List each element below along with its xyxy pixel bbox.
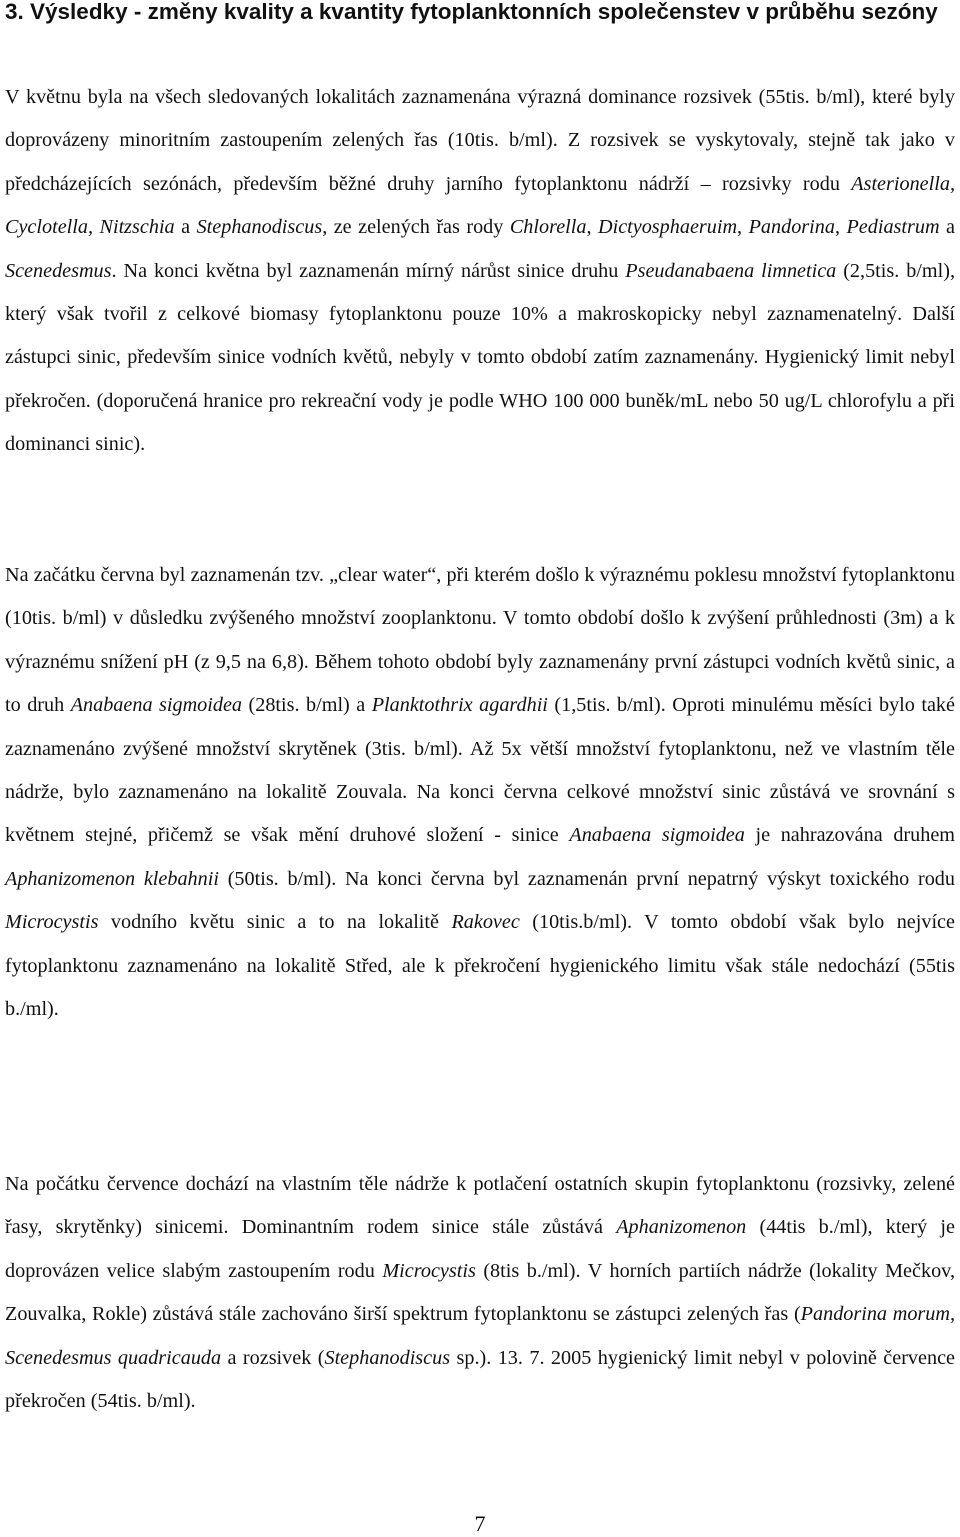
section-title: 3. Výsledky - změny kvality a kvantity fytoplanktonních společenstev v průběhu sezóny <box>5 0 938 24</box>
text-run: V květnu byla na všech sledovaných lokalitách zaznamenána výrazná dominance rozsivek (55tis. b/ml), které byly doprovázeny minoritním zastoupením zelených řas (10tis. b/ml). Z rozsivek se vyskytovaly, stejně tak jako v předcházejících sezónách, především běžné druhy jarního fytoplanktonu nádrží – rozsivky rodu <box>5 86 955 195</box>
italic-term: Planktothrix agardhii <box>371 694 548 717</box>
text-run: a <box>174 216 197 239</box>
italic-term: Stephanodiscus <box>324 1346 451 1369</box>
italic-term: Asterionella, Cyclotella, Nitzschia <box>5 172 955 239</box>
italic-term: Rakovec <box>451 911 520 934</box>
paragraph-july <box>5 1163 955 1423</box>
italic-term: Chlorella <box>509 216 587 239</box>
text-run: a <box>939 216 956 239</box>
text-run: , <box>586 216 598 239</box>
text-run: (50tis. b/ml). Na konci června byl zaznamenán první nepatrný výskyt toxického rodu <box>218 867 955 890</box>
text-run: je nahrazována druhem <box>744 824 956 847</box>
italic-term: Aphanizomenon <box>616 1216 747 1239</box>
italic-term: Pediastrum <box>846 216 940 239</box>
italic-term: Anabaena sigmoidea <box>70 694 243 717</box>
text-run: sp.). 13. 7. 2005 hygienický limit nebyl v polovině července překročen (54tis. b/ml). <box>5 1346 955 1413</box>
text-run: (1,5tis. b/ml). Oproti minulému měsíci bylo také zaznamenáno zvýšené množství skrytěnek (3tis. b/ml). Až 5x větší množství fytoplanktonu, než ve vlastním těle nádrže, bylo zaznamenáno na lokalitě Zouvala. Na konci června celkové množství sinic zůstává ve srovnání s květnem stejné, přičemž se však mění druhové složení - sinice <box>5 694 955 847</box>
italic-term: Dictyosphaeruim <box>598 216 738 239</box>
italic-term: Aphanizomenon klebahnii <box>5 867 219 890</box>
text-run: (8tis b./ml). V horních partiích nádrže (lokality Mečkov, Zouvalka, Rokle) zůstává stále zachováno širší spektrum fytoplanktonu se zástupci zelených řas ( <box>5 1259 955 1326</box>
italic-term: Scenedesmus <box>5 259 112 282</box>
text-run: a rozsivek ( <box>221 1346 325 1369</box>
page-number: 7 <box>474 1511 486 1536</box>
text-run: vodního květu sinic a to na lokalitě <box>98 911 452 934</box>
italic-term: Anabaena sigmoidea <box>569 824 745 847</box>
text-run: , <box>737 216 749 239</box>
italic-term: Pandorina morum, Scenedesmus quadricauda <box>5 1303 955 1369</box>
text-run: (44tis b./ml), který je doprovázen velice slabým zastoupením rodu <box>5 1216 955 1282</box>
italic-term: Pseudanabaena limnetica <box>625 259 837 282</box>
text-run: , <box>834 216 847 239</box>
text-run: (2,5tis. b/ml), který však tvořil z celkové biomasy fytoplanktonu pouze 10% a makroskopicky nebyl zaznamenatelný. Další zástupci sinic, především sinice vodních květů, nebyly v tomto období zatím zaznamenány. Hygienický limit nebyl překročen. (doporučená hranice pro rekreační vody je podle WHO 100 000 buněk/mL nebo 50 ug/L chlorofylu a při dominanci sinic). <box>5 259 955 456</box>
italic-term: Microcystis <box>5 911 99 934</box>
text-run: , ze zelených řas rody <box>322 216 510 239</box>
text-run: (28tis. b/ml) a <box>242 694 372 717</box>
paragraph-may <box>5 76 955 467</box>
italic-term: Microcystis <box>382 1259 476 1282</box>
text-run: . Na konci května byl zaznamenán mírný nárůst sinice druhu <box>111 259 626 282</box>
italic-term: Pandorina <box>748 216 835 239</box>
paragraph-june <box>5 554 955 1031</box>
italic-term: Stephanodiscus <box>196 216 323 239</box>
text-run: (10tis.b/ml). V tomto období však bylo nejvíce fytoplanktonu zaznamenáno na lokalitě Střed, ale k překročení hygienického limitu však stále nedochází (55tis b./ml). <box>5 911 955 1021</box>
text-run: Na počátku července dochází na vlastním těle nádrže k potlačení ostatních skupin fytoplanktonu (rozsivky, zelené řasy, skrytěnky) sinicemi. Dominantním rodem sinice stále zůstává <box>5 1173 955 1239</box>
text-run: Na začátku června byl zaznamenán tzv. „clear water“, při kterém došlo k výraznému poklesu množství fytoplanktonu (10tis. b/ml) v důsledku zvýšeného množství zooplanktonu. V tomto období došlo k zvýšení průhlednosti (3m) a k výraznému snížení pH (z 9,5 na 6,8). Během tohoto období byly zaznamenány první zástupci vodních květů sinic, a to druh <box>5 564 955 717</box>
